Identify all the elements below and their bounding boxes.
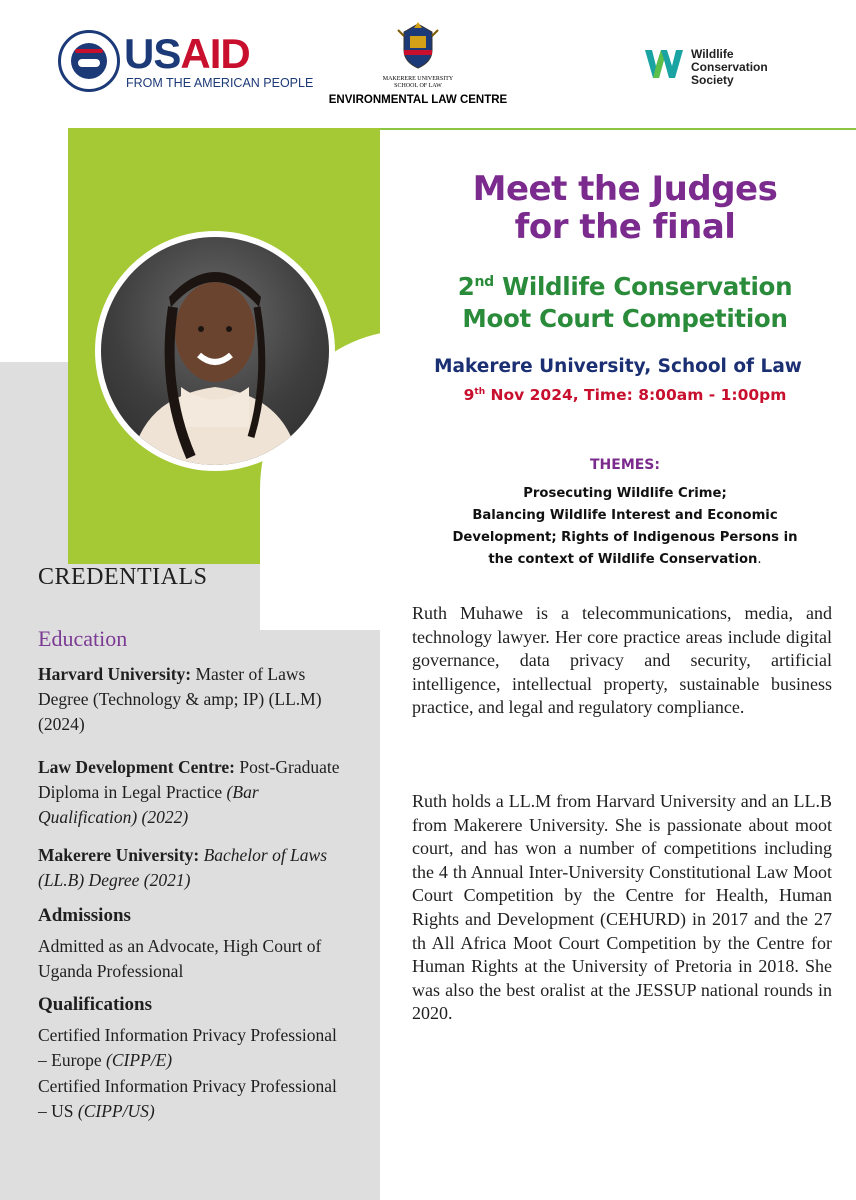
bio-paragraph-2: Ruth holds a LL.M from Harvard University and an LL.B from Makerere University. She is passionate about moot court, and has won a number of competitions including the 4 th Annual Inter-University Constitutional Law Moot Court Competition by the Centre for Health, Human Rights and Development (CEHURD) in 2017 and the 27 th All Africa Moot Court Competition by the Centre for Human Rights at the University of Pretoria in 2018. She was also the best oralist at the JESSUP national rounds in 2020. — [412, 791, 832, 1024]
bio-paragraph-1: Ruth Muhawe is a telecommunications, media, and technology lawyer. Her core practice areas include digital governance, data privacy and security, artificial intelligence, intellectual property, sustainable business practice, and legal and regulatory compliance. — [412, 603, 832, 718]
credentials-title: CREDENTIALS — [38, 564, 208, 590]
judge-photo — [101, 237, 329, 465]
wcs-mark-icon — [643, 46, 685, 82]
admissions-text: Admitted as an Advocate, High Court of Uganda Professional — [38, 936, 322, 981]
left-white-edge — [0, 128, 68, 362]
usaid-seal-icon — [58, 30, 120, 92]
themes-heading: THEMES: — [589, 457, 660, 473]
header-bar — [0, 0, 856, 130]
qualifications-heading: Qualifications — [38, 994, 153, 1015]
makerere-logo — [318, 22, 518, 114]
themes-list: Prosecuting Wildlife Crime; Balancing Wildlife Interest and Economic Development; Rights of Indigenous Persons in the context of Wildlife Conservation. — [452, 486, 798, 567]
usaid-wordmark: USAID — [124, 30, 250, 77]
education-item-makerere: Makerere University: Bachelor of Laws (LL.B) Degree (2021) — [38, 845, 328, 890]
usaid-logo — [58, 30, 314, 94]
wcs-wordmark: Wildlife Conservation Society — [691, 47, 768, 87]
education-item-harvard: Harvard University: Master of Laws Degree (Technology & amp; IP) (LL.M) (2024) — [38, 664, 322, 734]
page-title: Meet the Judges for the final — [472, 169, 778, 247]
qualification-item-cippe: Certified Information Privacy Professional – Europe (CIPP/E) — [38, 1025, 337, 1070]
competition-title: 2nd Wildlife Conservation Moot Court Competition — [457, 272, 793, 334]
wcs-logo — [643, 44, 823, 88]
judge-portrait-icon — [101, 237, 329, 465]
admissions-heading: Admissions — [38, 905, 131, 926]
makerere-name: MAKERERE UNIVERSITY SCHOOL OF LAW — [382, 76, 454, 89]
environmental-law-centre: ENVIRONMENTAL LAW CENTRE — [328, 94, 508, 106]
usaid-tagline: FROM THE AMERICAN PEOPLE — [126, 76, 314, 90]
makerere-crest-icon — [396, 22, 440, 70]
qualification-item-cippus: Certified Information Privacy Professional – US (CIPP/US) — [38, 1076, 337, 1121]
education-item-ldc: Law Development Centre: Post-Graduate Diploma in Legal Practice (Bar Qualification) (2022) — [38, 757, 340, 827]
date-time-text: 9th Nov 2024, Time: 8:00am - 1:00pm — [463, 386, 787, 404]
education-heading: Education — [38, 626, 128, 651]
venue-text: Makerere University, School of Law — [434, 356, 802, 377]
